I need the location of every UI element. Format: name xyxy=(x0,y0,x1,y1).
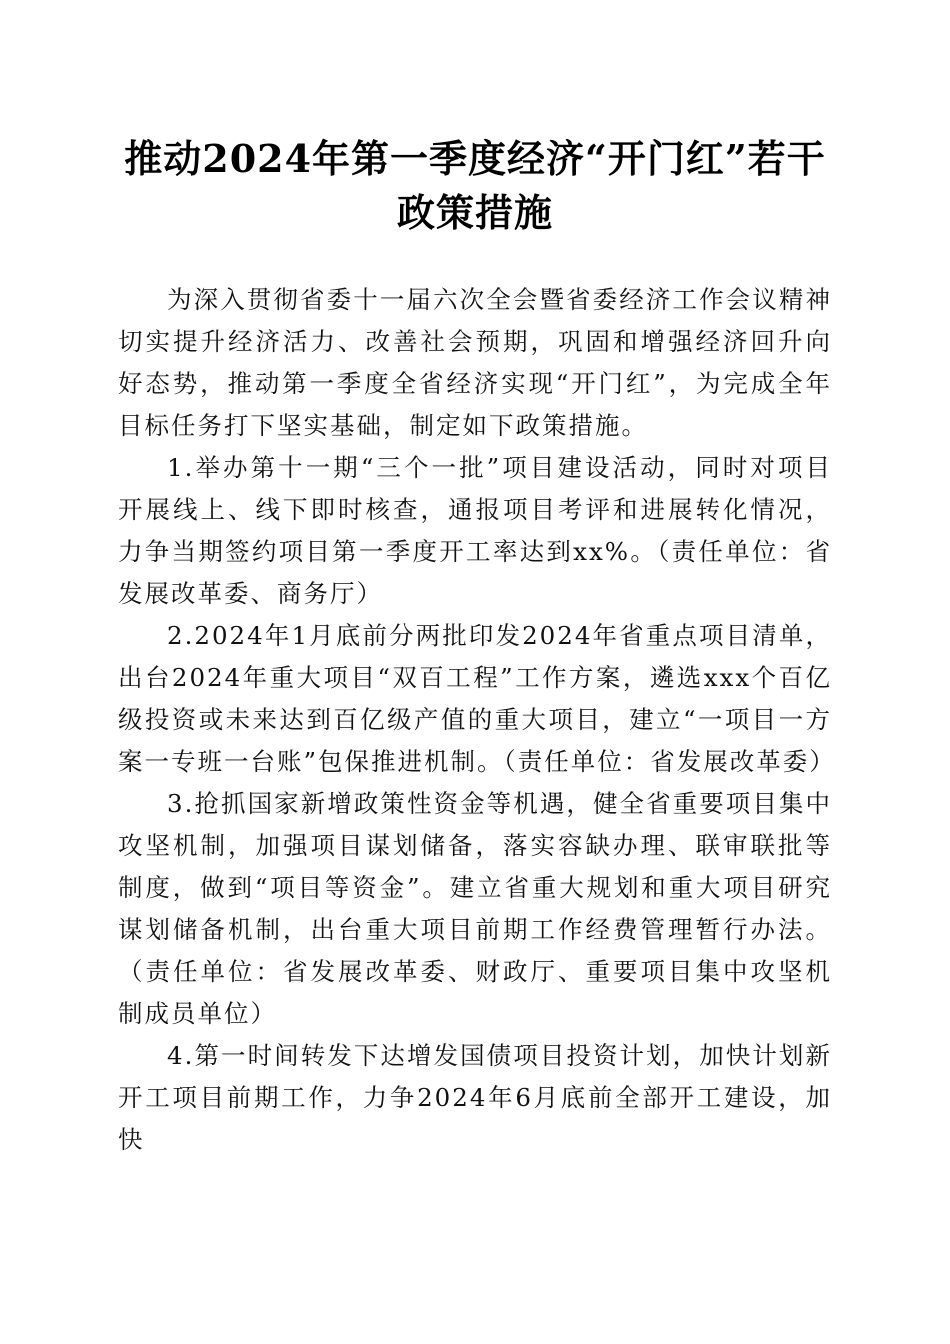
measure-3-paragraph: 3.抢抓国家新增政策性资金等机遇，健全省重要项目集中攻坚机制，加强项目谋划储备，落实容缺办理、联审联批等制度，做到“项目等资金”。建立省重大规划和重大项目研究谋划储备机制，出台重大项目前期工作经费管理暂行办法。（责任单位：省发展改革委、财政厅、重要项目集中攻坚机制成员单位） xyxy=(118,789,832,1028)
intro-paragraph: 为深入贯彻省委十一届六次全会暨省委经济工作会议精神切实提升经济活力、改善社会预期，巩固和增强经济回升向好态势，推动第一季度全省经济实现“开门红”，为完成全年目标任务打下坚实基础，制定如下政策措施。 xyxy=(118,285,832,440)
measure-2-paragraph: 2.2024年1月底前分两批印发2024年省重点项目清单，出台2024年重大项目“双百工程”工作方案，遴选xxx个百亿级投资或未来达到百亿级产值的重大项目，建立“一项目一方案一专班一台账”包保推进机制。（责任单位：省发展改革委） xyxy=(118,621,836,776)
measure-1-paragraph: 1.举办第十一期“三个一批”项目建设活动，同时对项目开展线上、线下即时核查，通报项目考评和进展转化情况，力争当期签约项目第一季度开工率达到xx%。（责任单位：省发展改革委、商务厅） xyxy=(118,453,832,608)
document-title: 推动2024年第一季度经济“开门红”若干政策措施 xyxy=(124,136,826,235)
document-body xyxy=(118,279,836,1161)
measure-4-paragraph: 4.第一时间转发下达增发国债项目投资计划，加快计划新开工项目前期工作，力争2024年6月底前全部开工建设，加快 xyxy=(118,1041,832,1154)
